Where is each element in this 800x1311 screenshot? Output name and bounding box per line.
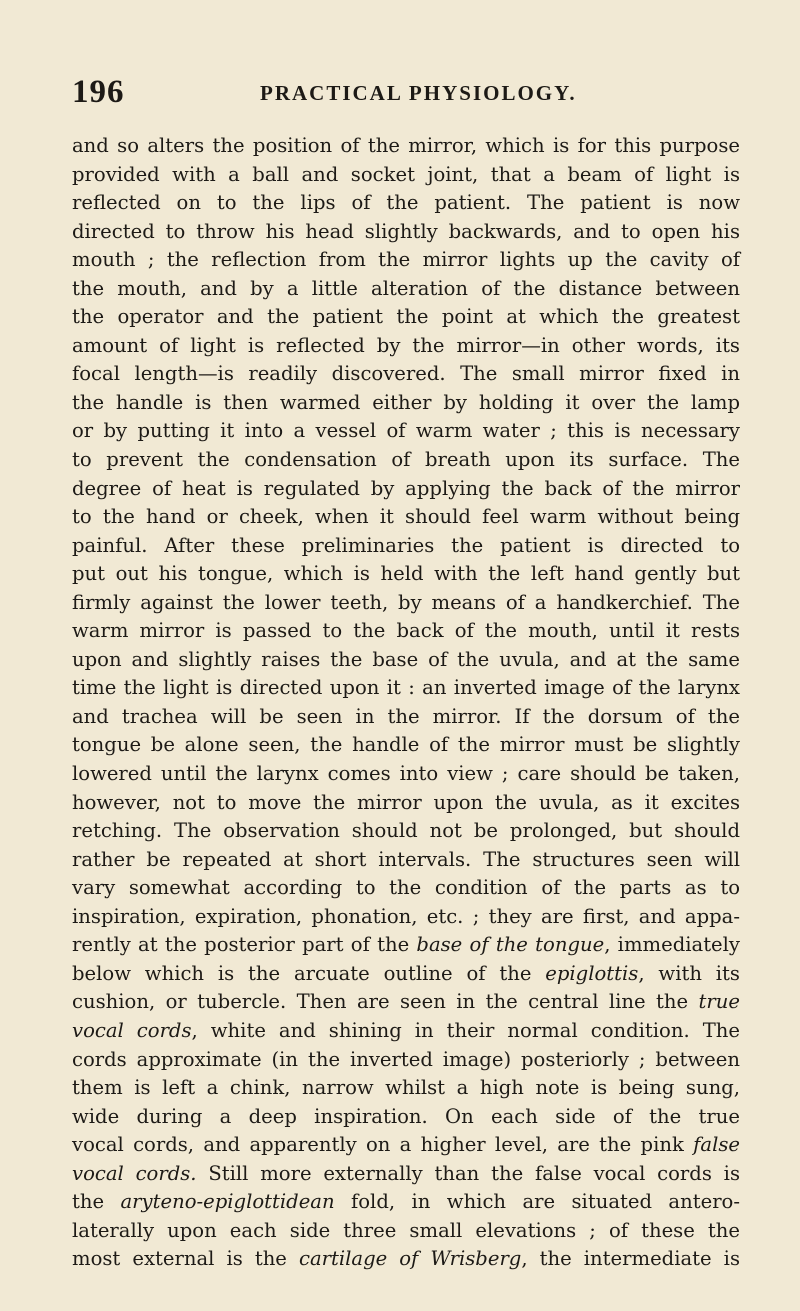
text-run: mouth ; the reflection from the mirror lights up the cavity of xyxy=(72,248,740,272)
text-line xyxy=(72,789,740,818)
text-run: put out his tongue, which is held with the left hand gently but xyxy=(72,562,740,586)
text-run: rently at the posterior part of the xyxy=(72,933,417,957)
text-line xyxy=(72,218,740,247)
text-line xyxy=(72,1103,740,1132)
body-text xyxy=(72,132,740,1274)
text-line xyxy=(72,161,740,190)
text-line xyxy=(72,1188,740,1217)
text-line xyxy=(72,846,740,875)
text-line xyxy=(72,303,740,332)
text-run: warm mirror is passed to the back of the mouth, until it rests xyxy=(72,619,740,643)
text-run: provided with a ball and socket joint, that a beam of light is xyxy=(72,162,740,186)
text-run: vary somewhat according to the condition of the parts as to xyxy=(72,876,740,900)
text-run: the operator and the patient the point at which the greatest xyxy=(72,305,740,329)
text-line xyxy=(72,817,740,846)
text-line xyxy=(72,332,740,361)
text-run: upon and slightly raises the base of the uvula, and at the same xyxy=(72,647,740,671)
italic-term: cartilage of Wrisberg xyxy=(298,1247,522,1271)
text-run: painful. After these preliminaries the patient is directed to xyxy=(72,533,740,557)
text-line xyxy=(72,1017,740,1046)
text-run: focal length—is readily discovered. The small mirror fixed in xyxy=(72,362,740,386)
italic-term: false xyxy=(693,1133,740,1157)
text-run: , immediately xyxy=(604,933,740,957)
text-line xyxy=(72,446,740,475)
text-run: Still more externally than the false vocal cords is xyxy=(196,1161,741,1185)
text-run: and trachea will be seen in the mirror. If the dorsum of the xyxy=(72,704,740,728)
text-run: the xyxy=(72,1190,121,1214)
text-line xyxy=(72,360,740,389)
text-line xyxy=(72,703,740,732)
text-run: wide during a deep inspiration. On each side of the true xyxy=(72,1104,740,1128)
text-line xyxy=(72,189,740,218)
text-line xyxy=(72,1074,740,1103)
text-run: degree of heat is regulated by applying the back of the mirror xyxy=(72,476,740,500)
text-run: , white and shining in their normal condition. The xyxy=(191,1018,740,1042)
text-run: directed to throw his head slightly backwards, and to open his xyxy=(72,219,740,243)
text-line xyxy=(72,931,740,960)
text-run: , with its xyxy=(638,961,740,985)
text-line xyxy=(72,589,740,618)
text-line xyxy=(72,731,740,760)
text-line xyxy=(72,132,740,161)
text-line xyxy=(72,646,740,675)
text-run: laterally upon each side three small elevations ; of these the xyxy=(72,1218,740,1242)
text-run: retching. The observation should not be prolonged, but should xyxy=(72,819,740,843)
text-run: cords approximate (in the inverted image) posteriorly ; between xyxy=(72,1047,740,1071)
text-line xyxy=(72,960,740,989)
text-run: to the hand or cheek, when it should feel warm without being xyxy=(72,505,740,529)
text-run: lowered until the larynx comes into view ; care should be taken, xyxy=(72,762,740,786)
italic-term: aryteno-epiglottidean xyxy=(120,1190,335,1214)
running-title: PRACTICAL PHYSIOLOGY. xyxy=(260,81,577,105)
text-run: most external is the xyxy=(72,1247,299,1271)
text-line xyxy=(72,988,740,1017)
text-line xyxy=(72,1217,740,1246)
text-run: to prevent the condensation of breath upon its surface. The xyxy=(72,448,740,472)
text-run: the handle is then warmed either by holding it over the lamp xyxy=(72,390,740,414)
text-line xyxy=(72,1131,740,1160)
italic-term: true xyxy=(698,990,740,1014)
text-run: tongue be alone seen, the handle of the mirror must be slightly xyxy=(72,733,740,757)
text-run: amount of light is reflected by the mirror—in other words, its xyxy=(72,333,740,357)
text-line xyxy=(72,1046,740,1075)
text-run: fold, in which are situated antero- xyxy=(334,1190,740,1214)
text-run: cushion, or tubercle. Then are seen in the central line the xyxy=(72,990,699,1014)
text-line xyxy=(72,417,740,446)
italic-term: base of the tongue xyxy=(416,933,605,957)
text-run: , the intermediate is xyxy=(521,1247,740,1271)
text-line xyxy=(72,674,740,703)
text-run: time the light is directed upon it : an inverted image of the larynx xyxy=(72,676,740,700)
text-run: the mouth, and by a little alteration of the distance between xyxy=(72,276,740,300)
text-run: below which is the arcuate outline of the xyxy=(72,961,546,985)
text-run: or by putting it into a vessel of warm water ; this is necessary xyxy=(72,419,740,443)
page-number: 196 xyxy=(72,74,125,110)
italic-term: epiglottis xyxy=(545,961,639,985)
text-run: reflected on to the lips of the patient. The patient is now xyxy=(72,191,740,215)
text-line xyxy=(72,1245,740,1274)
text-line xyxy=(72,532,740,561)
text-line xyxy=(72,389,740,418)
text-run: vocal cords, and apparently on a higher level, are the pink xyxy=(72,1133,694,1157)
text-line xyxy=(72,475,740,504)
text-run: rather be repeated at short intervals. The structures seen will xyxy=(72,847,740,871)
italic-term: vocal cords xyxy=(72,1018,192,1042)
text-run: firmly against the lower teeth, by means of a handkerchief. The xyxy=(72,590,740,614)
running-head xyxy=(72,74,736,110)
text-run: however, not to move the mirror upon the uvula, as it excites xyxy=(72,790,740,814)
text-line xyxy=(72,246,740,275)
text-run: inspiration, expiration, phonation, etc. ; they are first, and appa- xyxy=(72,904,740,928)
text-line xyxy=(72,503,740,532)
text-line xyxy=(72,903,740,932)
text-line xyxy=(72,560,740,589)
text-line xyxy=(72,1160,740,1189)
italic-term: vocal cords. xyxy=(72,1161,197,1185)
text-run: and so alters the position of the mirror, which is for this purpose xyxy=(72,134,740,157)
text-run: them is left a chink, narrow whilst a high note is being sung, xyxy=(72,1076,740,1100)
text-line xyxy=(72,617,740,646)
text-line xyxy=(72,874,740,903)
text-line xyxy=(72,275,740,304)
text-line xyxy=(72,760,740,789)
